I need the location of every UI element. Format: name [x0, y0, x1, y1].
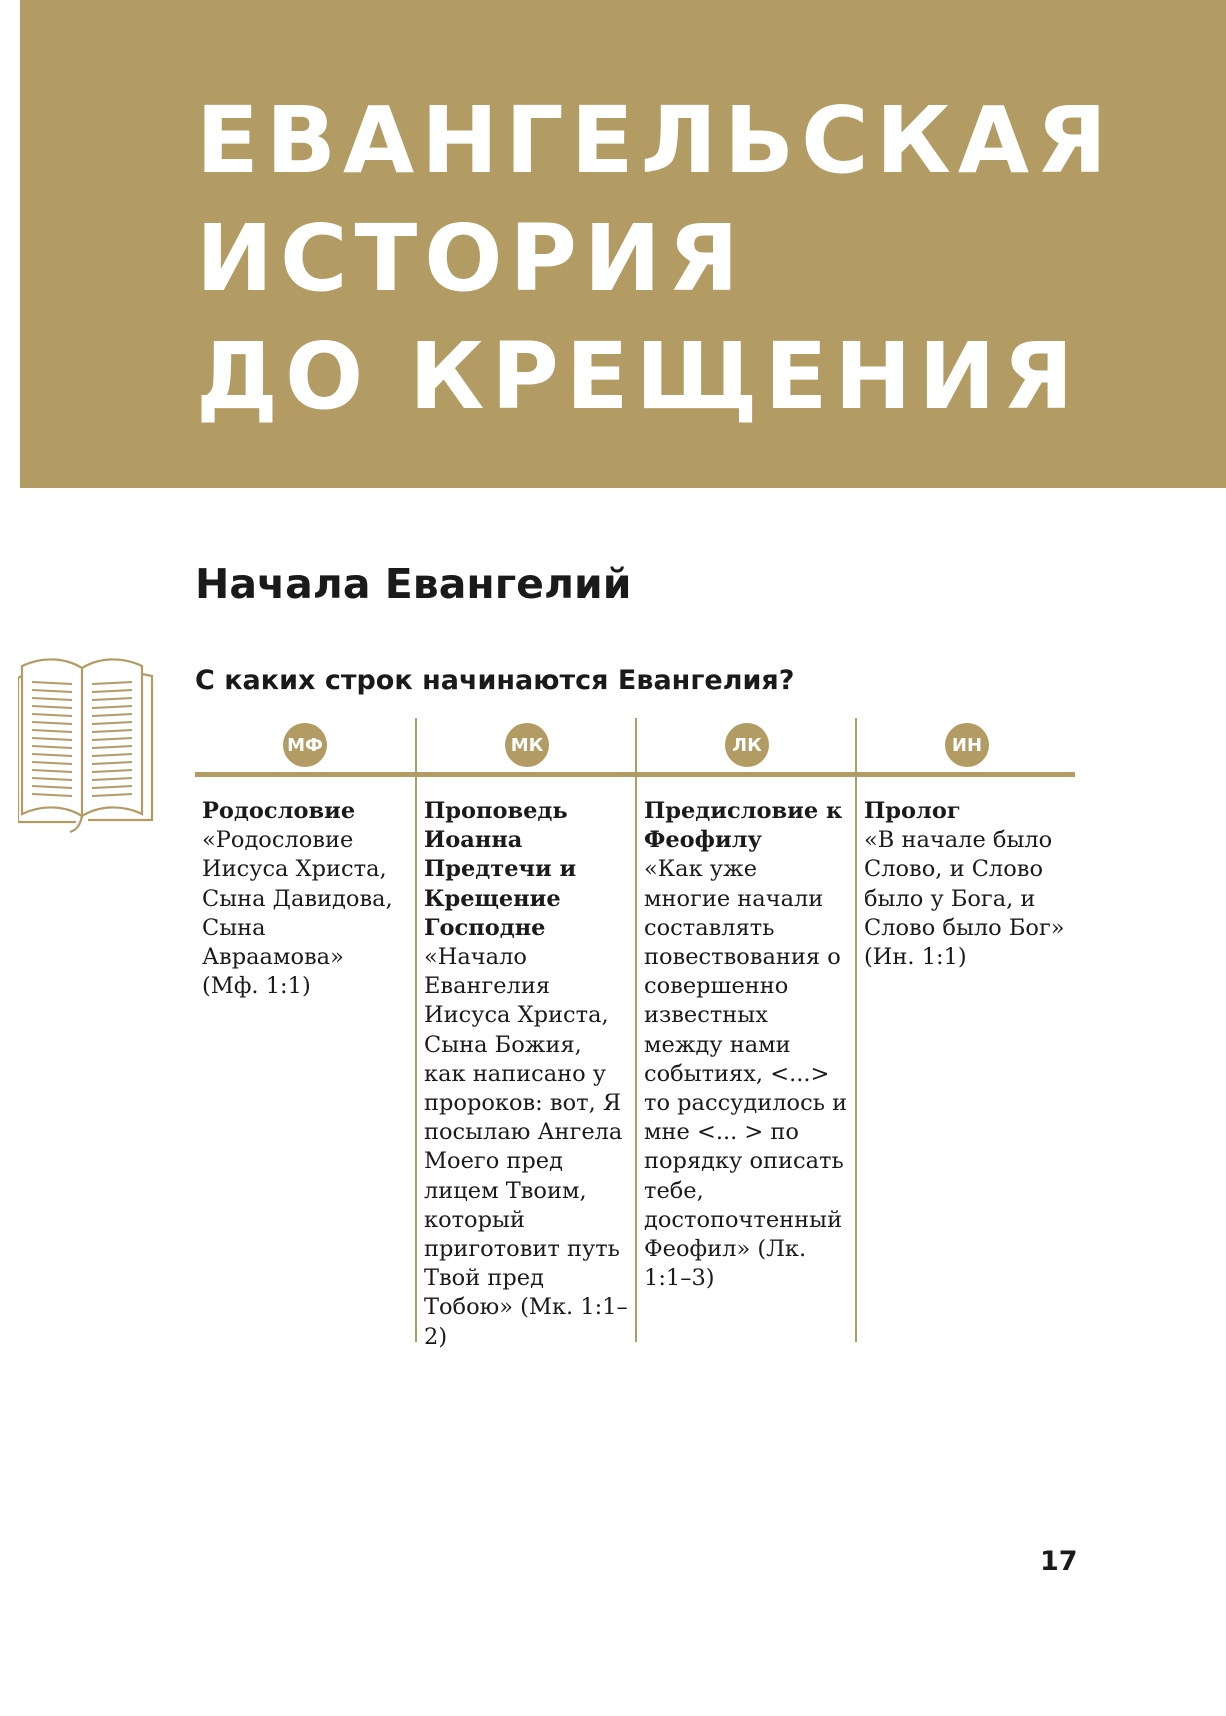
chapter-title-line: ДО КРЕЩЕНИЯ — [196, 323, 1081, 430]
gospel-column-john — [855, 718, 1077, 1342]
gospel-badge: МФ — [283, 723, 327, 767]
gospel-column-luke — [635, 718, 857, 1342]
gospel-cell — [637, 775, 857, 1293]
open-book-icon — [18, 654, 158, 834]
chapter-title-line: ИСТОРИЯ — [196, 205, 746, 312]
gospel-column-matthew — [195, 718, 415, 1342]
gospels-table — [195, 718, 1075, 1350]
gospel-quote: «Как уже многие начали составлять повествования о совершенно известных между нами событиях, <...> то рассудилось и мне <... > по порядку описать тебе, достопочтенный Феофил» (Лк. 1:1–3) — [644, 856, 848, 1292]
gospel-quote: «Начало Евангелия Иисуса Христа, Сына Божия, как написано у пророков: вот, Я посылаю Ангела Моего пред лицем Твоим, который приготовит путь Твой пред Тобою» (Мк. 1:1–2) — [424, 944, 628, 1350]
gospel-badge: МК — [505, 723, 549, 767]
table-header-rule — [195, 772, 1075, 777]
chapter-title — [196, 82, 1114, 436]
gospel-column-mark — [415, 718, 637, 1350]
gospel-badge: ЛК — [725, 723, 769, 767]
gospel-heading: Предисловие к Феофилу — [644, 798, 843, 854]
gospel-cell — [857, 775, 1077, 972]
gospel-heading: Проповедь Иоанна Предтечи и Крещение Господне — [424, 798, 577, 941]
gospel-cell — [195, 775, 415, 1001]
gospel-quote: «В начале было Слово, и Слово было у Бога, и Слово было Бог» (Ин. 1:1) — [864, 827, 1065, 971]
gospel-cell — [417, 775, 637, 1352]
gospel-badge: ИН — [945, 723, 989, 767]
chapter-title-line: ЕВАНГЕЛЬСКАЯ — [196, 87, 1114, 194]
question-heading: С каких строк начинаются Евангелия? — [195, 665, 795, 696]
chapter-banner — [20, 0, 1226, 488]
gospel-heading: Пролог — [864, 798, 961, 824]
section-title: Начала Евангелий — [195, 560, 632, 608]
page-number: 17 — [1040, 1546, 1078, 1577]
gospel-quote: «Родословие Иисуса Христа, Сына Давидова, Сына Авраамова» (Мф. 1:1) — [202, 827, 393, 1000]
gospel-heading: Родословие — [202, 798, 356, 824]
